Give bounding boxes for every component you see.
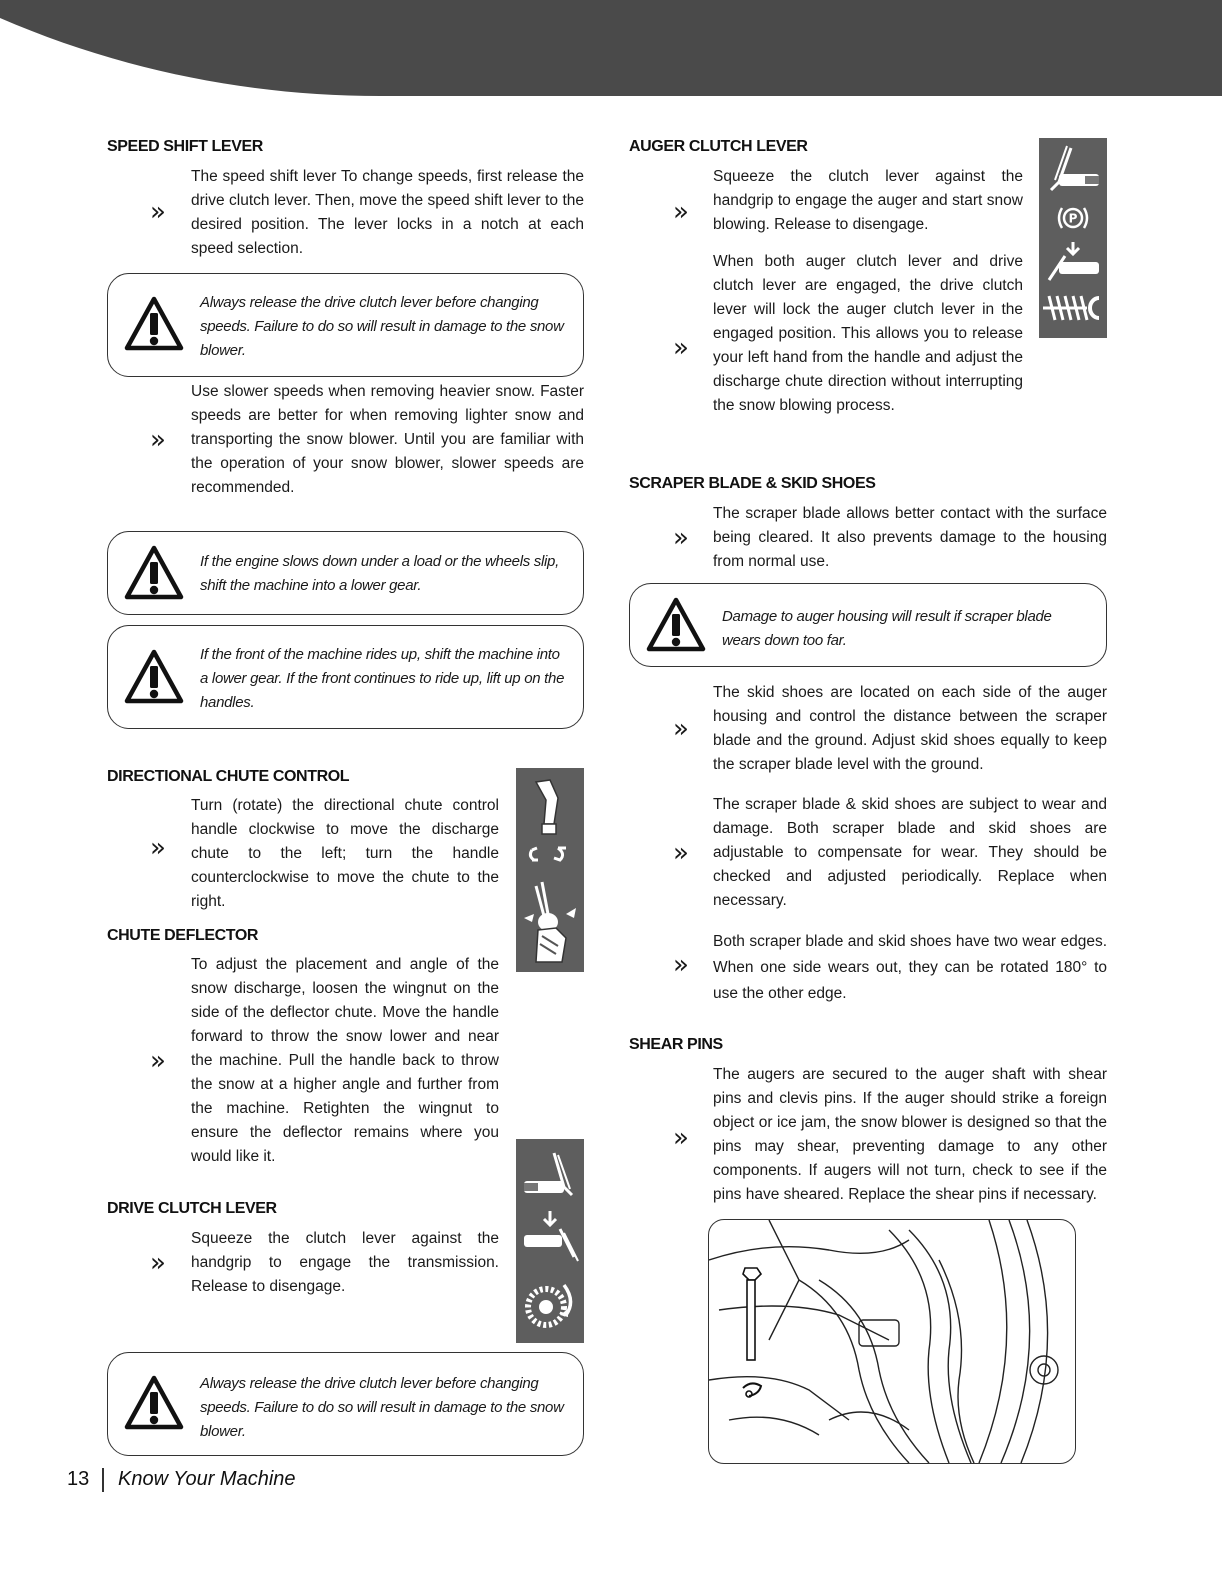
auger-lever-icon [1043,144,1103,194]
scraper-title: SCRAPER BLADE & SKID SHOES [629,475,876,492]
chevron-icon: » [150,197,166,227]
drive-icon-panel [516,1139,584,1343]
chevron-icon: » [150,425,166,455]
auger-clutch-paragraph-1: Squeeze the clutch lever against the handgrip to engage the auger and start snow blowing. Release to disengage. [713,168,1023,233]
header-band [0,0,1222,100]
footer-section-title: Know Your Machine [118,1468,296,1490]
auger-engage-icon [1041,288,1105,328]
scraper-paragraph-2: The skid shoes are located on each side of the auger housing and control the distance between the scraper blade and the ground. Adjust skid shoes equally to keep the scraper blade level with the ground. [713,684,1107,773]
chevron-icon: » [673,714,689,744]
warning-triangle-icon [646,597,706,653]
auger-icon-panel [1039,138,1107,338]
speed-shift-paragraph-1: The speed shift lever To change speeds, first release the drive clutch lever. Then, move the speed shift lever to the desired position. The lever locks in a notch at each speed selection. [191,168,584,257]
lever-lock-icon [1043,240,1103,284]
warning-triangle-icon [124,296,184,352]
warning-text: If the front of the machine rides up, shift the machine into a lower gear. If the front continues to ride up, lift up on the handles. [200,646,565,711]
scraper-paragraph-3: The scraper blade & skid shoes are subject to wear and damage. Both scraper blade and skid shoes are adjustable to compensate for wear. They should be checked and adjusted periodically. Replace when necessary. [713,796,1107,909]
warning-box-drive-clutch [107,1352,584,1456]
warning-box-speed-3 [107,625,584,729]
deflector-hand-icon [522,878,578,968]
warning-text: Damage to auger housing will result if scraper blade wears down too far. [722,608,1052,649]
drive-lever-icon [520,1149,580,1201]
warning-triangle-icon [124,1375,184,1431]
directional-chute-title: DIRECTIONAL CHUTE CONTROL [107,768,350,785]
wheel-drive-icon [524,1277,578,1333]
chevron-icon: » [673,950,689,980]
shear-pins-paragraph: The augers are secured to the auger shaft with shear pins and clevis pins. If the auger should strike a foreign object or ice jam, the snow blower is designed so that the pins may shear, preventing damage to any other components. If augers will not turn, check to see if the pins have sheared. Replace the shear pins if necessary. [713,1066,1107,1203]
chevron-icon: » [673,1123,689,1153]
auger-clutch-title: AUGER CLUTCH LEVER [629,138,808,155]
footer-divider [102,1468,104,1492]
page-number: 13 [67,1468,90,1490]
warning-triangle-icon [124,545,184,601]
speed-shift-title: SPEED SHIFT LEVER [107,138,263,155]
chute-deflector-paragraph: To adjust the placement and angle of the snow discharge, loosen the wingnut on the side of the deflector chute. Move the handle forward to throw the snow lower and near the machine. Pull the handle back to throw the snow at a higher angle and further from the machine. Retighten the wingnut to ensure the deflector remains where you would like it. [191,956,499,1165]
chute-icon-panel [516,768,584,972]
chevron-icon: » [150,833,166,863]
parking-p-label: P [1068,211,1078,226]
warning-text: Always release the drive clutch lever before changing speeds. Failure to do so will result in damage to the snow blower. [200,1375,564,1440]
shear-pins-illustration [708,1219,1076,1464]
warning-text: Always release the drive clutch lever before changing speeds. Failure to do so will result in damage to the snow blower. [200,294,564,359]
chevron-icon: » [673,197,689,227]
scraper-paragraph-4: Both scraper blade and skid shoes have two wear edges. When one side wears out, they can be rotated 180° to use the other edge. [713,933,1107,1002]
warning-box-speed-2 [107,531,584,615]
warning-triangle-icon [124,649,184,705]
drive-clutch-title: DRIVE CLUTCH LEVER [107,1200,277,1217]
drive-lock-icon [520,1209,580,1265]
speed-shift-paragraph-2: Use slower speeds when removing heavier snow. Faster speeds are better for when removing lighter snow and transporting the snow blower. Until you are familiar with the operation of your snow blower, slower speeds are recommended. [191,383,584,496]
chevron-icon: » [673,838,689,868]
warning-box-scraper [629,583,1107,667]
directional-chute-paragraph: Turn (rotate) the directional chute control handle clockwise to move the discharge chute to the left; turn the handle counterclockwise to move the chute to the right. [191,797,499,910]
chevron-icon: » [673,333,689,363]
chute-rotate-icon [524,776,576,866]
auger-shear-pin-drawing [709,1220,1075,1463]
warning-box-speed-1 [107,273,584,377]
warning-text: If the engine slows down under a load or the wheels slip, shift the machine into a lower gear. [200,553,559,594]
shear-pins-title: SHEAR PINS [629,1036,723,1053]
chevron-icon: » [150,1248,166,1278]
chevron-icon: » [673,523,689,553]
auger-clutch-paragraph-2: When both auger clutch lever and drive clutch lever are engaged, the drive clutch lever will lock the auger clutch lever in the engaged position. This allows you to release your left hand from the handle and adjust the discharge chute direction without interrupting the snow blowing process. [713,253,1023,414]
chevron-icon: » [150,1046,166,1076]
chute-deflector-title: CHUTE DEFLECTOR [107,927,259,944]
scraper-paragraph-1: The scraper blade allows better contact with the surface being cleared. It also prevents damage to the housing from normal use. [713,505,1107,570]
parking-p-icon [1055,200,1091,236]
drive-clutch-paragraph: Squeeze the clutch lever against the handgrip to engage the transmission. Release to disengage. [191,1230,499,1295]
